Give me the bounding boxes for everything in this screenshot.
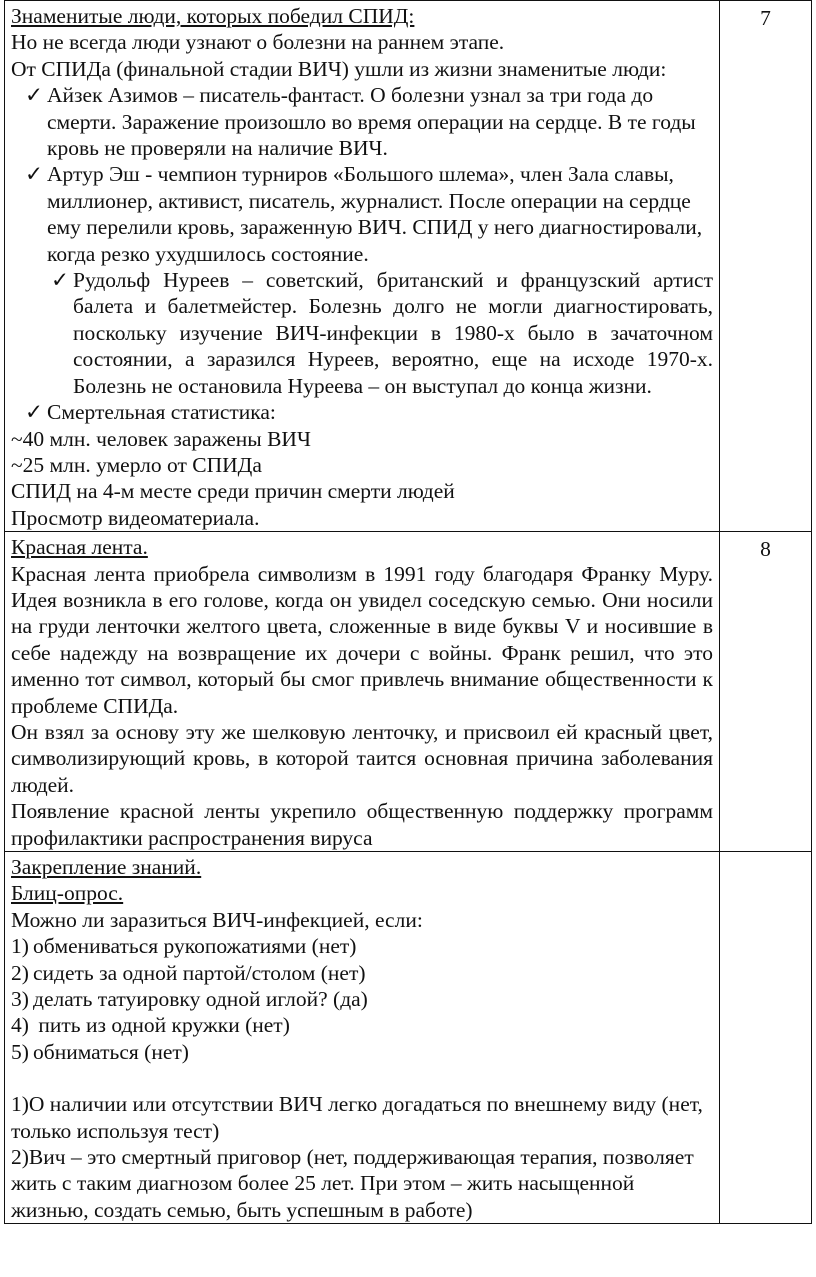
row-number: 7 — [720, 1, 812, 532]
list-item-text: Артур Эш - чемпион турниров «Большого шлема», член Зала славы, миллионер, активист, писатель, журналист. После операции на сердце ему перелили кровь, зараженную ВИЧ. СПИД у него диагностировали, когда резко ухудшилось состояние. — [47, 162, 703, 266]
check-icon: ✓ — [25, 83, 44, 108]
list-item — [11, 161, 713, 267]
paragraph: Красная лента приобрела символизм в 1991 году благодаря Франку Муру. Идея возникла в его голове, когда он увидел соседскую семью. Они носили на груди ленточки желтого цвета, сложенные в виде буквы V и носившие в себе надежду на возвращение их дочери с войны. Франк решил, что это именно тот символ, который бы смог привлечь внимание общественности к проблеме СПИДа. — [11, 561, 713, 718]
item-text: делать татуировку одной иглой? (да) — [33, 987, 368, 1012]
list-item — [11, 1012, 713, 1038]
paragraph: Появление красной ленты укрепило общественную поддержку программ профилактики распространения вируса — [11, 799, 713, 850]
list-item-text: Рудольф Нуреев – советский, британский и французский артист балета и балетмейстер. Болезнь долго не могли диагностировать, поскольку изучение ВИЧ-инфекции в 1980-х было в зачаточном состоянии, а заразился Нуреев, вероятно, еще на исходе 1970-х. Болезнь не остановила Нуреева – он выступал до конца жизни. — [73, 268, 713, 398]
lesson-table — [4, 0, 812, 1224]
row-number: 8 — [720, 532, 812, 852]
list-item — [11, 399, 713, 425]
content-cell — [5, 1, 720, 532]
check-icon: ✓ — [25, 162, 44, 187]
stat-line: ~40 млн. человек заражены ВИЧ — [11, 426, 311, 451]
table-row — [5, 852, 812, 1224]
content-cell — [5, 532, 720, 852]
spacer — [11, 1065, 713, 1091]
section-subheading: Блиц-опрос. — [11, 881, 124, 906]
list-item-text: Смертельная статистика: — [47, 400, 276, 425]
content-cell — [5, 852, 720, 1224]
list-item — [11, 960, 713, 986]
list-item-text: Айзек Азимов – писатель-фантаст. О болезни узнал за три года до смерти. Заражение произошло во время операции на сердце. В те годы кровь не проверяли на наличие ВИЧ. — [47, 83, 696, 161]
table-row — [5, 1, 812, 532]
item-text: пить из одной кружки (нет) — [33, 1013, 290, 1038]
check-icon: ✓ — [25, 400, 44, 425]
list-item — [11, 82, 713, 161]
item-number: 5) — [11, 1039, 29, 1064]
item-text: сидеть за одной партой/столом (нет) — [33, 960, 366, 985]
item-number: 4) — [11, 1013, 29, 1038]
item-text: обмениваться рукопожатиями (нет) — [33, 934, 357, 959]
paragraph: Он взял за основу эту же шелковую ленточку, и присвоил ей красный цвет, символизирующий кровь, в которой таится основная причина заболевания людей. — [11, 719, 713, 797]
intro-text: Но не всегда люди узнают о болезни на раннем этапе. — [11, 30, 505, 55]
question-text: Можно ли заразиться ВИЧ-инфекцией, если: — [11, 907, 423, 932]
section-heading: Красная лента. — [11, 535, 148, 560]
item-text: обниматься (нет) — [33, 1039, 189, 1064]
item-number: 3) — [11, 987, 29, 1012]
list-item — [11, 1039, 713, 1065]
stat-line: ~25 млн. умерло от СПИДа — [11, 452, 262, 477]
stat-line: СПИД на 4-м месте среди причин смерти людей — [11, 479, 455, 504]
check-icon: ✓ — [51, 268, 70, 293]
list-item — [11, 933, 713, 959]
stat-line: Просмотр видеоматериала. — [11, 505, 260, 530]
intro-text: От СПИДа (финальной стадии ВИЧ) ушли из жизни знаменитые люди: — [11, 56, 667, 81]
myth-text: 2)Вич – это смертный приговор (нет, поддерживающая терапия, позволяет жить с таким диагнозом более 25 лет. При этом – жить насыщенной жизнью, создать семью, быть успешным в работе) — [11, 1145, 694, 1222]
myth-text: 1)О наличии или отсутствии ВИЧ легко догадаться по внешнему виду (нет, только используя тест) — [11, 1092, 703, 1143]
section-heading: Знаменитые люди, которых победил СПИД: — [11, 4, 415, 28]
table-row — [5, 532, 812, 852]
section-heading: Закрепление знаний. — [11, 855, 202, 879]
row-number — [720, 852, 812, 1224]
list-item — [11, 267, 713, 399]
item-number: 1) — [11, 934, 29, 959]
item-number: 2) — [11, 960, 29, 985]
list-item — [11, 986, 713, 1012]
